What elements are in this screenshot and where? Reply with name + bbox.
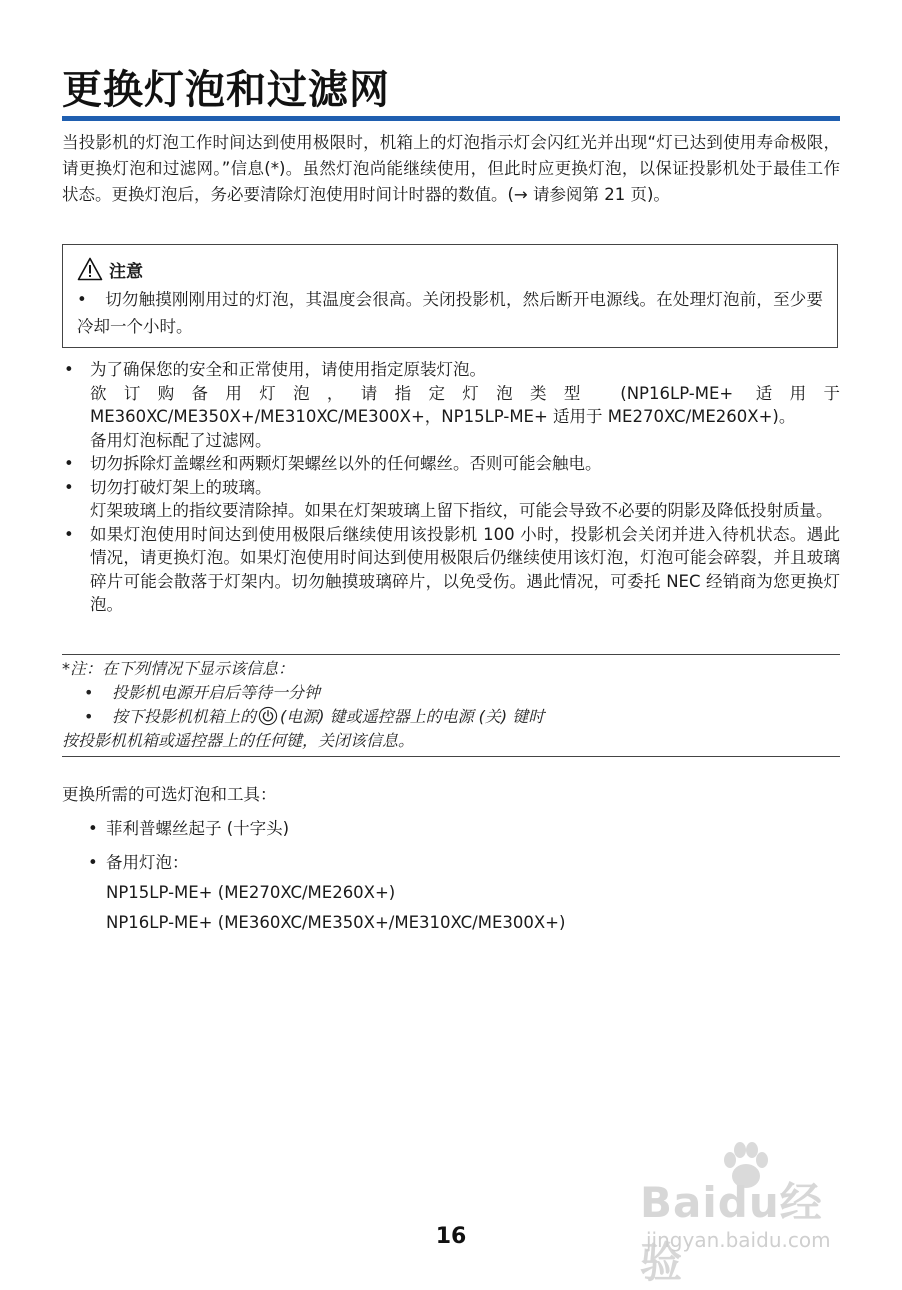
list-item <box>62 523 840 617</box>
watermark <box>640 1140 860 1287</box>
caution-text-block <box>77 286 823 340</box>
tool-item-text: 菲利普螺丝起子 (十字头) <box>106 819 290 838</box>
footnote-head: *注：在下列情况下显示该信息： <box>62 659 295 678</box>
title-rule <box>62 116 840 121</box>
footnote-tail: 按投影机机箱或遥控器上的任何键，关闭该信息。 <box>62 731 415 750</box>
intro-paragraph: 当投影机的灯泡工作时间达到使用极限时，机箱上的灯泡指示灯会闪红光并出现“灯已达到使用寿命极限，请更换灯泡和过滤网。”信息(*)。虽然灯泡尚能继续使用，但此时应更换灯泡，以保证投影机处于最佳工作状态。更换灯泡后，务必要清除灯泡使用时间计时器的数值。(→ 请参阅第 21 页)。 <box>62 133 840 204</box>
caution-text: 切勿触摸刚刚用过的灯泡，其温度会很高。关闭投影机，然后断开电源线。在处理灯泡前，至少要冷却一个小时。 <box>77 290 823 336</box>
watermark-url: jingyan.baidu.com <box>646 1228 831 1252</box>
caution-label: 注意 <box>109 261 143 282</box>
caution-header <box>77 256 823 282</box>
bullet-marker: • <box>77 290 87 309</box>
bullet-marker: • <box>88 853 98 872</box>
precaution-list <box>62 358 840 617</box>
list-item-line: 如果灯泡使用时间达到使用极限后继续使用该投影机 100 小时，投影机会关闭并进入待机状态。遇此情况，请更换灯泡。如果灯泡使用时间达到使用极限后仍继续使用该灯泡，灯泡可能会碎裂，并且玻璃碎片可能会散落于灯架内。切勿触摸玻璃碎片，以免受伤。遇此情况，可委托 NEC 经销商为您更换灯泡。 <box>90 524 840 614</box>
list-item-line: 切勿拆除灯盖螺丝和两颗灯架螺丝以外的任何螺丝。否则可能会触电。 <box>90 454 602 473</box>
power-symbol-icon <box>258 706 278 726</box>
footnote-item-text: 投影机电源开启后等待一分钟 <box>112 683 321 702</box>
footnote-item <box>62 681 840 705</box>
list-item <box>62 816 840 842</box>
bullet-marker: • <box>64 477 74 497</box>
watermark-logo: Baidu经验 <box>640 1178 823 1287</box>
list-item <box>62 850 840 876</box>
footnote-item <box>62 705 840 729</box>
list-item-line: 为了确保您的安全和正常使用，请使用指定原装灯泡。 <box>90 360 486 379</box>
bullet-marker: • <box>88 819 98 838</box>
lamp-model: NP16LP-ME+ (ME360XC/ME350X+/ME310XC/ME300X+) <box>106 913 566 932</box>
required-tools-section <box>62 782 840 936</box>
bullet-marker: • <box>84 683 94 702</box>
list-item-line: 欲订购备用灯泡，请指定灯泡类型 (NP16LP-ME+ 适用于 ME360XC/ME350X+/ME310XC/ME300X+，NP15LP-ME+ 适用于 ME270XC/ME260X+)。 <box>90 383 840 426</box>
bullet-marker: • <box>84 707 94 726</box>
lamp-model: NP15LP-ME+ (ME270XC/ME260X+) <box>106 883 396 902</box>
bullet-marker: • <box>64 360 74 379</box>
warning-triangle-icon <box>77 257 103 281</box>
list-item <box>62 476 840 523</box>
tool-item-text: 备用灯泡： <box>106 853 189 872</box>
list-item-line: 切勿打破灯架上的玻璃。 <box>90 477 272 497</box>
page-title: 更换灯泡和过滤网 <box>62 67 390 113</box>
footnote-box <box>62 654 840 757</box>
page-number: 16 <box>435 1224 467 1249</box>
caution-box <box>62 244 838 348</box>
footnote-item-text-post: (电源) 键或遥控器上的电源 (关) 键时 <box>280 707 545 726</box>
bullet-marker: • <box>64 524 74 544</box>
list-item <box>62 358 840 452</box>
list-item-line: 灯架玻璃上的指纹要清除掉。如果在灯架玻璃上留下指纹，可能会导致不必要的阴影及降低投射质量。 <box>90 501 833 520</box>
footnote-item-text-pre: 按下投影机机箱上的 <box>112 707 257 726</box>
list-item-line: 备用灯泡标配了过滤网。 <box>90 430 272 450</box>
tools-intro: 更换所需的可选灯泡和工具： <box>62 785 277 804</box>
list-item <box>62 452 840 476</box>
bullet-marker: • <box>64 454 74 473</box>
